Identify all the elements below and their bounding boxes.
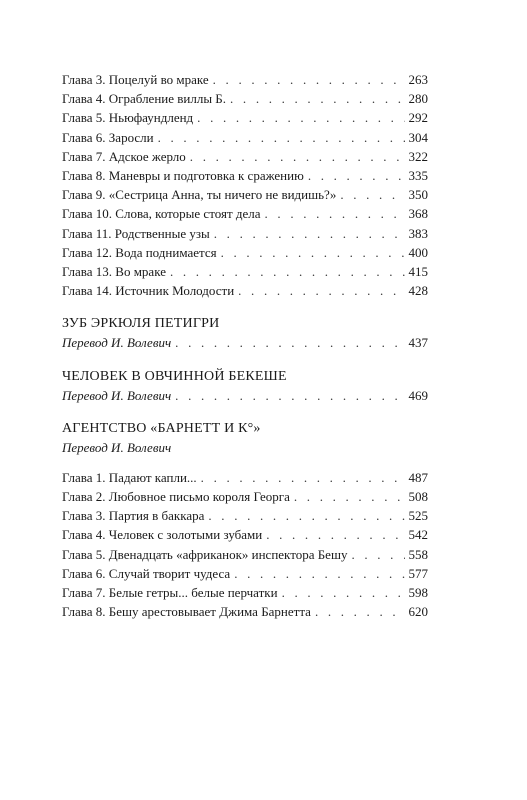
leader-dots [315,602,405,621]
leader-dots [197,108,404,127]
toc-entry-page: 542 [408,527,428,543]
toc-entry-page: 577 [408,565,428,581]
leader-dots [175,386,404,405]
toc-entry[interactable] [62,583,428,602]
leader-dots [265,204,405,223]
toc-top-list [62,70,428,300]
toc-entry-label: Глава 4. Ограбление виллы Б. [62,91,227,107]
toc-entry-page: 525 [408,508,428,524]
toc-entry-label: Глава 6. Случай творит чудеса [62,565,231,581]
toc-entry-page: 598 [408,585,428,601]
leader-dots [214,224,405,243]
section-title: ЗУБ ЭРКЮЛЯ ПЕТИГРИ [62,316,220,332]
toc-entry[interactable] [62,468,428,487]
toc-entry-page: 368 [408,206,428,222]
toc-entry-label: Глава 4. Человек с золотыми зубами [62,527,263,543]
table-of-contents [62,70,428,621]
leader-dots [308,166,405,185]
toc-entry-label: Глава 10. Слова, которые стоят дела [62,206,261,222]
leader-dots [340,185,404,204]
toc-entry-label: Глава 7. Адское жерло [62,148,186,164]
toc-entry[interactable] [62,545,428,564]
toc-entry[interactable] [62,602,428,621]
toc-entry-page: 304 [408,129,428,145]
toc-entry-page: 620 [408,604,428,620]
leader-dots [238,281,404,300]
toc-entry-page: 400 [408,244,428,260]
toc-entry[interactable] [62,506,428,525]
toc-entry-label: Глава 3. Поцелуй во мраке [62,72,209,87]
toc-section [62,314,428,352]
toc-entry[interactable] [62,525,428,544]
toc-entry-label: Глава 8. Бешу арестовывает Джима Барнетта [62,604,311,620]
toc-entry[interactable] [62,185,428,204]
toc-entry[interactable] [62,262,428,281]
toc-entry-page: 350 [408,187,428,203]
leader-dots [282,583,405,602]
toc-entry-page: 469 [408,387,428,403]
toc-entry-page: 508 [408,489,428,505]
toc-entry[interactable] [62,386,428,405]
toc-entry-label: Глава 14. Источник Молодости [62,283,235,299]
leader-dots [266,525,404,544]
toc-entry-page: 263 [408,72,428,87]
leader-dots [201,468,405,487]
toc-section-agency [62,419,428,622]
toc-section [62,367,428,405]
leader-dots [170,262,405,281]
leader-dots [213,70,405,89]
toc-entry[interactable] [62,281,428,300]
toc-entry-label: Глава 9. «Сестрица Анна, ты ничего не видишь?» [62,187,337,203]
toc-entry-page: 292 [408,110,428,126]
toc-entry[interactable] [62,89,428,108]
toc-entry[interactable] [62,243,428,262]
toc-entry-label: Глава 12. Вода поднимается [62,244,217,260]
toc-entry[interactable] [62,108,428,127]
toc-entry-label: Глава 1. Падают капли... [62,469,197,485]
section-title: ЧЕЛОВЕК В ОВЧИННОЙ БЕКЕШЕ [62,368,287,384]
toc-entry[interactable] [62,166,428,185]
toc-entry-label: Глава 5. Ньюфаундленд [62,110,194,126]
toc-entry-page: 335 [408,168,428,184]
toc-entry-label: Глава 5. Двенадцать «африканок» инспектора Бешу [62,546,348,562]
leader-dots [230,89,404,108]
toc-entry[interactable] [62,204,428,223]
toc-entry[interactable] [62,224,428,243]
leader-dots [294,487,405,506]
toc-entry-label: Глава 8. Маневры и подготовка к сражению [62,168,304,184]
toc-entry-page: 487 [408,469,428,485]
toc-entry-page: 558 [408,546,428,562]
toc-entry-label: Глава 2. Любовное письмо короля Георга [62,489,290,505]
toc-entry-page: 280 [408,91,428,107]
toc-entry[interactable] [62,128,428,147]
toc-entry[interactable] [62,147,428,166]
toc-entry-label: Глава 13. Во мраке [62,264,166,280]
toc-entry-label: Глава 3. Партия в баккара [62,508,205,524]
leader-dots [158,128,405,147]
section-title: АГЕНТСТВО «БАРНЕТТ И К°» [62,420,261,436]
leader-dots [208,506,404,525]
toc-entry[interactable] [62,487,428,506]
toc-entry-label: Глава 7. Белые гетры... белые перчатки [62,585,278,601]
translator-label: Перевод И. Волевич [62,387,172,403]
toc-entry-label: Глава 11. Родственные узы [62,225,210,241]
toc-entry[interactable] [62,564,428,583]
toc-entry-page: 428 [408,283,428,299]
toc-entry-label: Глава 6. Заросли [62,129,154,145]
translator-label: Перевод И. Волевич [62,439,172,455]
leader-dots [234,564,404,583]
toc-entry-page: 415 [408,264,428,280]
leader-dots [351,545,404,564]
leader-dots [221,243,405,262]
leader-dots [190,147,405,166]
toc-entry[interactable] [62,333,428,352]
leader-dots [175,333,404,352]
toc-entry-page: 437 [408,335,428,351]
translator-label: Перевод И. Волевич [62,335,172,351]
toc-entry[interactable] [62,70,428,89]
toc-entry-page: 322 [408,148,428,164]
toc-entry-page: 383 [408,225,428,241]
